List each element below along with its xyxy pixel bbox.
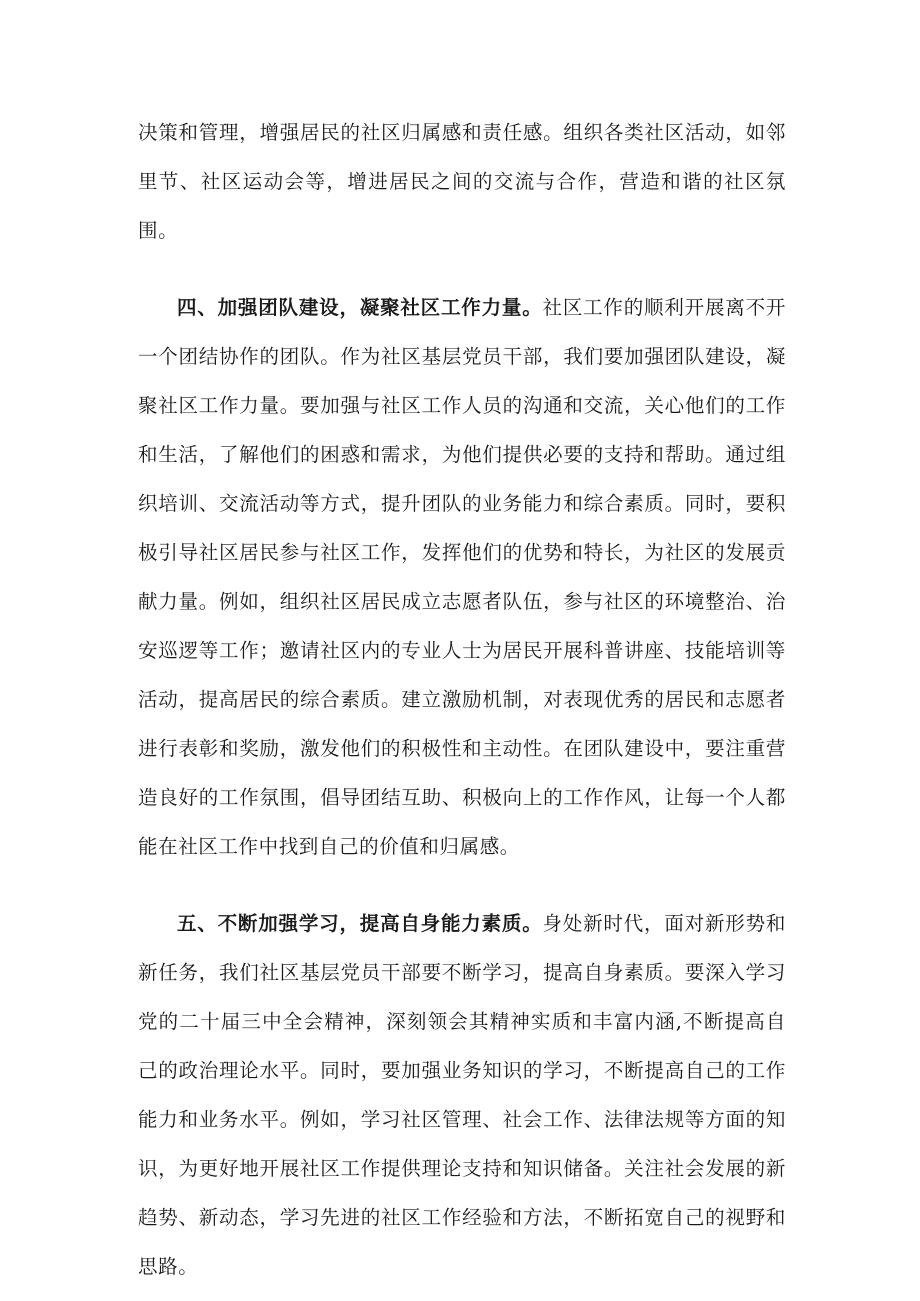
paragraph-spacer (138, 255, 786, 283)
section-5-body: 身处新时代，面对新形势和新任务，我们社区基层党员干部要不断学习，提高自身素质。要深入学习党的二十届三中全会精神，深刻领会其精神实质和丰富内涵,不断提高自己的政治理论水平。同时，要加强业务知识的学习，不断提高自己的工作能力和业务水平。例如，学习社区管理、社会工作、法律法规等方面的知识，为更好地开展社区工作提供理论支持和知识储备。关注社会发展的新趋势、新动态，学习先进的社区工作经验和方法，不断拓宽自己的视野和思路。 (138, 912, 786, 1278)
section-5-heading: 五、不断加强学习，提高自身能力素质。 (177, 912, 543, 935)
paragraph-spacer (138, 871, 786, 899)
document-page (138, 108, 786, 1291)
section-4-paragraph (138, 283, 786, 871)
section-5-paragraph (138, 899, 786, 1291)
continuation-paragraph (138, 108, 786, 255)
section-4-body: 社区工作的顺利开展离不开一个团结协作的团队。作为社区基层党员干部，我们要加强团队建设，凝聚社区工作力量。要加强与社区工作人员的沟通和交流，关心他们的工作和生活，了解他们的困惑和需求，为他们提供必要的支持和帮助。通过组织培训、交流活动等方式，提升团队的业务能力和综合素质。同时，要积极引导社区居民参与社区工作，发挥他们的优势和特长，为社区的发展贡献力量。例如，组织社区居民成立志愿者队伍，参与社区的环境整治、治安巡逻等工作；邀请社区内的专业人士为居民开展科普讲座、技能培训等活动，提高居民的综合素质。建立激励机制，对表现优秀的居民和志愿者进行表彰和奖励，激发他们的积极性和主动性。在团队建设中，要注重营造良好的工作氛围，倡导团结互助、积极向上的工作作风，让每一个人都能在社区工作中找到自己的价值和归属感。 (138, 296, 786, 858)
section-4-heading: 四、加强团队建设，凝聚社区工作力量。 (177, 296, 543, 319)
continuation-text: 决策和管理，增强居民的社区归属感和责任感。组织各类社区活动，如邻里节、社区运动会等，增进居民之间的交流与合作，营造和谐的社区氛围。 (138, 121, 786, 242)
